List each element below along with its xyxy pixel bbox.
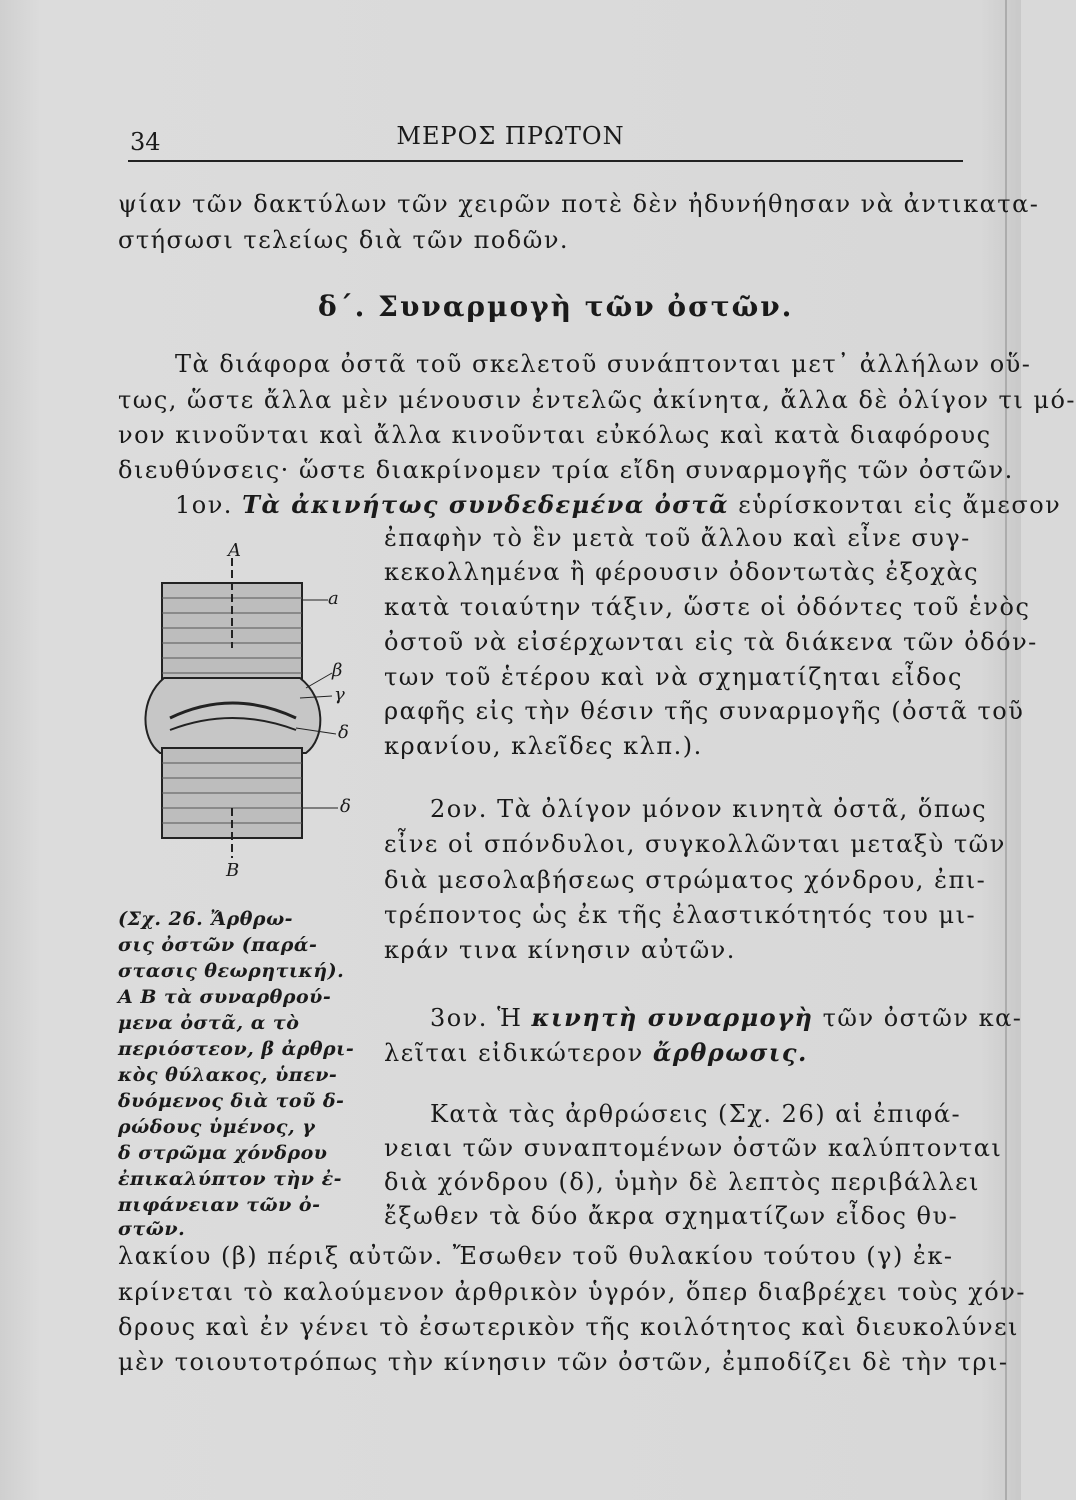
caption-line: δ στρῶμα χόνδρου [118, 1142, 328, 1164]
text-line: τρέποντος ὡς ἐκ τῆς ἐλαστικότητός του μι- [384, 901, 977, 929]
joint-figure [140, 538, 370, 882]
text-line: κρανίου, κλεῖδες κλπ.). [384, 732, 703, 760]
caption-line: περιόστεον, β ἀρθρι- [118, 1038, 355, 1060]
caption-line: στῶν. [118, 1218, 186, 1240]
caption-line: μενα ὀστᾶ, α τὸ [118, 1012, 300, 1034]
page-edge [1005, 0, 1007, 1500]
running-title: ΜΕΡΟΣ ΠΡΩΤΟΝ [396, 122, 625, 150]
text-line: ὀστοῦ νὰ εἰσέρχωνται εἰς τὰ διάκενα τῶν ὀδόν- [384, 628, 1038, 656]
caption-line: κὸς θύλακος, ὑπεν- [118, 1064, 338, 1086]
figure-label-delta: δ [338, 722, 349, 743]
text-line: μὲν τοιουτοτρόπως τὴν κίνησιν τῶν ὀστῶν, ἐμποδίζει δὲ τὴν τρι- [118, 1348, 1009, 1376]
page-number: 34 [130, 128, 161, 156]
caption-line: (Σχ. 26. Ἄρθρω- [118, 908, 294, 930]
text-line: ἔξωθεν τὰ δύο ἄκρα σχηματίζων εἶδος θυ- [384, 1202, 959, 1230]
figure-label-a-upper: A [228, 540, 241, 561]
emphasis-term: Τὰ ἀκινήτως συνδεδεμένα ὀστᾶ [242, 490, 730, 519]
text-line: εἶνε οἱ σπόνδυλοι, συγκολλῶνται μεταξὺ τῶν [384, 830, 1006, 858]
text-line: κατὰ τοιαύτην τάξιν, ὥστε οἱ ὀδόντες τοῦ ἑνὸς [384, 593, 1031, 621]
text-line: κρίνεται τὸ καλούμενον ἀρθρικὸν ὑγρόν, ὅπερ διαβρέχει τοὺς χόν- [118, 1278, 1026, 1306]
text-line: Τὰ διάφορα ὀστᾶ τοῦ σκελετοῦ συνάπτονται μετ᾽ ἀλλήλων οὕ- [175, 350, 1032, 378]
text-run: τῶν ὀστῶν κα- [822, 1004, 1023, 1032]
text-line: ραφῆς εἰς τὴν θέσιν τῆς συναρμογῆς (ὀστᾶ τοῦ [384, 697, 1025, 725]
header-rule [128, 160, 963, 162]
figure-label-b-lower: B [226, 860, 240, 881]
numbering: 1ον. [175, 491, 233, 519]
figure-label-gamma: γ [334, 684, 345, 705]
caption-line: πιφάνειαν τῶν ὀ- [118, 1194, 321, 1216]
text-line: κράν τινα κίνησιν αὐτῶν. [384, 936, 736, 964]
caption-line: στασις θεωρητική). [118, 960, 345, 982]
text-run: λεῖται εἰδικώτερον [384, 1039, 644, 1067]
text-line: Κατὰ τὰς ἀρθρώσεις (Σχ. 26) αἱ ἐπιφά- [430, 1100, 962, 1128]
text-line: ἐπαφὴν τὸ ἓν μετὰ τοῦ ἄλλου καὶ εἶνε συγ- [384, 524, 971, 552]
text-line: διευθύνσεις· ὥστε διακρίνομεν τρία εἴδη συναρμογῆς τῶν ὀστῶν. [118, 456, 1014, 484]
text-line: λακίου (β) πέριξ αὐτῶν. Ἔσωθεν τοῦ θυλακίου τούτου (γ) ἐκ- [118, 1242, 954, 1270]
text-line [430, 1003, 1022, 1032]
figure-label-beta: β [332, 660, 343, 681]
caption-line: δυόμενος διὰ τοῦ δ- [118, 1090, 345, 1112]
numbering: 3ον. Ἡ [430, 1004, 523, 1032]
text-line: τως, ὥστε ἄλλα μὲν μένουσιν ἐντελῶς ἀκίνητα, ἄλλα δὲ ὀλίγον τι μό- [118, 386, 1076, 414]
figure-label-delta-lower: δ [340, 796, 351, 817]
caption-line: Α Β τὰ συναρθρού- [118, 986, 332, 1008]
text-run: εὑρίσκονται εἰς ἄμεσον [738, 491, 1062, 519]
text-line [175, 490, 1061, 519]
text-line: κεκολλημένα ἢ φέρουσιν ὀδοντωτὰς ἐξοχὰς [384, 558, 980, 586]
text-line [384, 1038, 808, 1067]
text-line: διὰ μεσολαβήσεως στρώματος χόνδρου, ἐπι- [384, 866, 987, 894]
text-line: ψίαν τῶν δακτύλων τῶν χειρῶν ποτὲ δὲν ἠδυνήθησαν νὰ ἀντικατα- [118, 190, 1040, 218]
emphasis-term: κινητὴ συναρμογὴ [531, 1003, 814, 1032]
caption-line: ἐπικαλύπτον τὴν ἐ- [118, 1168, 343, 1190]
text-line: στήσωσι τελείως διὰ τῶν ποδῶν. [118, 226, 570, 254]
text-line: νειαι τῶν συναπτομένων ὀστῶν καλύπτονται [384, 1134, 1003, 1162]
text-line: 2ον. Τὰ ὀλίγον μόνον κινητὰ ὀστᾶ, ὅπως [430, 795, 988, 823]
text-line: δρους καὶ ἐν γένει τὸ ἐσωτερικὸν τῆς κοιλότητος καὶ διευκολύνει [118, 1313, 1019, 1341]
emphasis-term: ἄρθρωσις. [652, 1038, 808, 1067]
figure-label-alpha: a [328, 588, 339, 609]
text-line: διὰ χόνδρου (δ), ὑμὴν δὲ λεπτὸς περιβάλλει [384, 1168, 980, 1196]
text-line: των τοῦ ἑτέρου καὶ νὰ σχηματίζηται εἶδος [384, 663, 963, 691]
text-line: νον κινοῦνται καὶ ἄλλα κινοῦνται εὐκόλως καὶ κατὰ διαφόρους [118, 421, 992, 449]
caption-line: σις ὀστῶν (παρά- [118, 934, 318, 956]
section-title: δ΄. Συναρμογὴ τῶν ὀστῶν. [318, 290, 794, 323]
caption-line: ρώδους ὑμένος, γ [118, 1116, 316, 1138]
